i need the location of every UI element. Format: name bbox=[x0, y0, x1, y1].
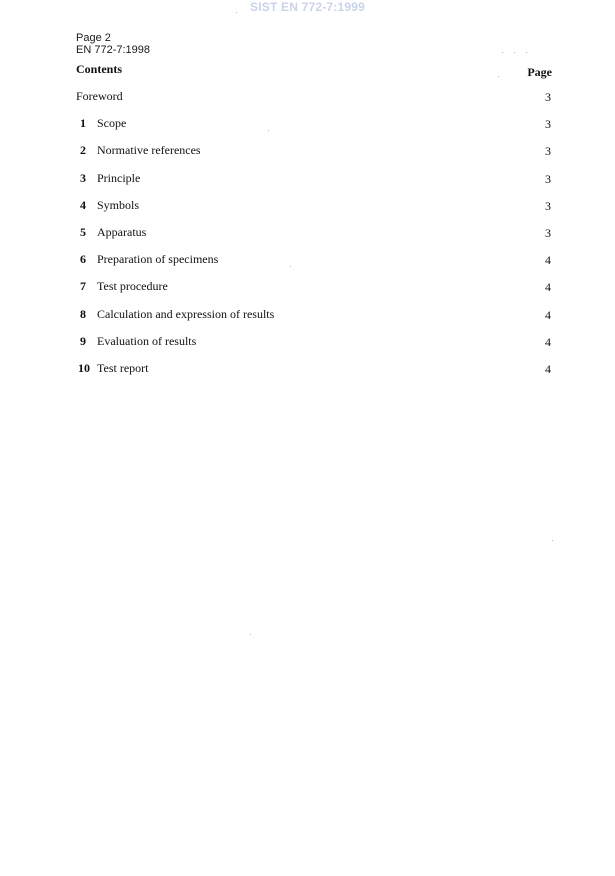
watermark-standard-id: SIST EN 772-7:1999 bbox=[250, 0, 365, 14]
toc-entry-page: 3 bbox=[545, 198, 551, 213]
toc-entry-principle bbox=[76, 171, 552, 198]
toc-entry-page: 4 bbox=[545, 334, 551, 349]
toc-entry-preparation-of-specimens bbox=[76, 252, 552, 279]
page-column-heading: Page bbox=[527, 65, 552, 79]
toc-entry-page: 4 bbox=[545, 361, 551, 376]
scan-speck bbox=[236, 12, 237, 13]
table-of-contents bbox=[76, 89, 552, 388]
toc-entry-title: Principle bbox=[97, 170, 141, 185]
toc-entry-page: 4 bbox=[545, 253, 551, 268]
toc-entry-page: 3 bbox=[545, 90, 551, 104]
toc-entry-number: 3 bbox=[80, 170, 86, 185]
scan-speck bbox=[502, 52, 503, 53]
scan-speck bbox=[268, 130, 269, 131]
toc-entry-number: 6 bbox=[80, 252, 86, 267]
contents-heading: Contents bbox=[76, 62, 123, 76]
toc-entry-scope bbox=[76, 116, 552, 143]
scan-speck bbox=[552, 540, 553, 541]
scan-speck bbox=[526, 52, 527, 53]
toc-entry-number: 9 bbox=[80, 333, 86, 348]
toc-entry-title: Calculation and expression of results bbox=[97, 306, 275, 321]
toc-entry-calculation bbox=[76, 307, 552, 334]
toc-entry-symbols bbox=[76, 198, 552, 225]
toc-entry-number: 7 bbox=[80, 279, 86, 294]
toc-entry-number: 1 bbox=[80, 116, 86, 131]
toc-entry-page: 3 bbox=[545, 117, 551, 132]
toc-entry-number: 5 bbox=[80, 224, 86, 239]
toc-entry-title: Test procedure bbox=[97, 279, 168, 294]
toc-entry-title: Evaluation of results bbox=[97, 333, 197, 348]
toc-entry-test-procedure bbox=[76, 279, 552, 306]
toc-entry-title: Apparatus bbox=[97, 224, 147, 239]
scan-speck bbox=[514, 52, 515, 53]
toc-entry-title: Symbols bbox=[97, 197, 140, 212]
toc-entry-page: 4 bbox=[545, 280, 551, 295]
toc-entry-title: Test report bbox=[97, 360, 149, 375]
toc-entry-page: 3 bbox=[545, 171, 551, 186]
toc-entry-title: Normative references bbox=[97, 143, 201, 158]
toc-entry-page: 4 bbox=[545, 307, 551, 322]
toc-entry-page: 3 bbox=[545, 225, 551, 240]
toc-entry-number: 2 bbox=[80, 143, 86, 158]
toc-entry-foreword bbox=[76, 89, 552, 116]
toc-entry-title: Scope bbox=[97, 116, 127, 131]
toc-entry-title: Preparation of specimens bbox=[97, 252, 219, 267]
scan-speck bbox=[498, 76, 499, 77]
page-number-label: Page 2 bbox=[76, 32, 111, 44]
toc-entry-number: 4 bbox=[80, 197, 86, 212]
document-id: EN 772-7:1998 bbox=[76, 44, 150, 56]
toc-entry-number: 8 bbox=[80, 306, 86, 321]
scan-speck bbox=[250, 634, 251, 635]
toc-entry-page: 3 bbox=[545, 144, 551, 159]
page-header bbox=[76, 32, 150, 56]
toc-entry-test-report bbox=[76, 361, 552, 388]
toc-entry-apparatus bbox=[76, 225, 552, 252]
scan-speck bbox=[290, 266, 291, 267]
toc-entry-number: 10 bbox=[78, 360, 90, 375]
toc-entry-title: Foreword bbox=[76, 89, 123, 103]
toc-entry-normative-references bbox=[76, 143, 552, 170]
toc-entry-evaluation bbox=[76, 334, 552, 361]
